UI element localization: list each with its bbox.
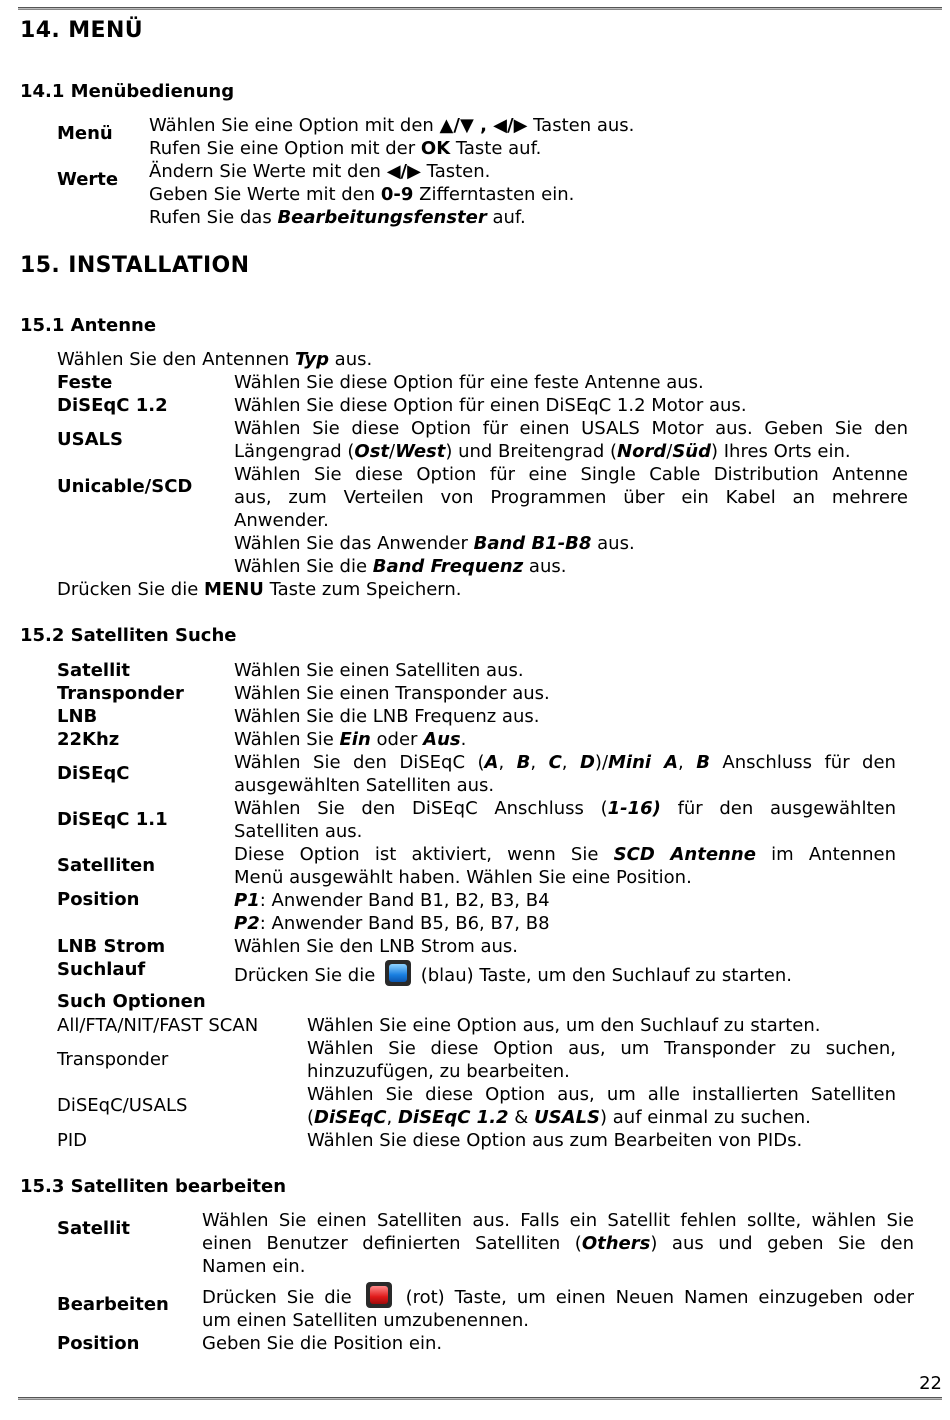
satelliten-label: Satelliten: [57, 855, 156, 876]
22khz-text: Wählen Sie Ein oder Aus.: [234, 729, 467, 750]
section-15-2-title: 15.2 Satelliten Suche: [20, 625, 237, 646]
unicable-text: Wählen Sie diese Option für eine Single Cable Distribution Antenne aus, zum Verteilen von Programmen über ein Kabel an mehrere Anwender. Wählen Sie das Anwender Band B1-B8 aus. Wählen Sie die Band Frequenz aus.: [234, 464, 908, 577]
satelliten-position-text: Diese Option ist aktiviert, wenn Sie SCD Antenne im Antennen Menü ausgewählt haben. Wählen Sie eine Position. P1: Anwender Band B1, B2, B3, B4 P2: Anwender Band B5, B6, B7, B8: [234, 844, 896, 934]
unicable-label: Unicable/SCD: [57, 476, 193, 497]
satellit-text: Wählen Sie einen Satelliten aus.: [234, 660, 524, 681]
option-pid-label: PID: [57, 1130, 88, 1151]
transponder-label: Transponder: [57, 683, 184, 704]
section-15-title: 15. INSTALLATION: [20, 253, 250, 278]
diseqc11-label: DiSEqC 1.1: [57, 809, 168, 830]
option-transponder-label: Transponder: [57, 1049, 169, 1070]
bottom-rule: [18, 1397, 942, 1400]
diseqc-text: Wählen Sie den DiSEqC (A, B, C, D)/Mini A, B Anschluss für den ausgewählten Satelliten aus.: [234, 752, 896, 796]
menu-line-3: Ändern Sie Werte mit den ◀/▶ Tasten.: [149, 161, 491, 182]
satellit-label: Satellit: [57, 660, 131, 681]
usals-text: Wählen Sie diese Option für einen USALS Motor aus. Geben Sie den Längengrad (Ost/West) und Breitengrad (Nord/Süd) Ihres Orts ein.: [234, 418, 908, 462]
lnb-strom-label: LNB Strom: [57, 936, 166, 957]
22khz-label: 22Khz: [57, 729, 120, 750]
menu-line-5: Rufen Sie das Bearbeitungsfenster auf.: [149, 207, 526, 228]
option-diseqc-usals-text: Wählen Sie diese Option aus, um alle installierten Satelliten (DiSEqC, DiSEqC 1.2 & USALS) auf einmal zu suchen.: [307, 1084, 896, 1128]
option-transponder-text: Wählen Sie diese Option aus, um Transponder zu suchen, hinzuzufügen, zu bearbeiten.: [307, 1038, 896, 1082]
diseqc-label: DiSEqC: [57, 763, 130, 784]
feste-text: Wählen Sie diese Option für eine feste Antenne aus.: [234, 372, 704, 393]
edit-position-label: Position: [57, 1333, 140, 1354]
transponder-text: Wählen Sie einen Transponder aus.: [234, 683, 550, 704]
suchlauf-label: Suchlauf: [57, 959, 146, 980]
usals-label: USALS: [57, 429, 123, 450]
top-rule: [18, 7, 942, 10]
edit-satellit-label: Satellit: [57, 1218, 131, 1239]
lnb-text: Wählen Sie die LNB Frequenz aus.: [234, 706, 540, 727]
werte-label: Werte: [57, 169, 119, 190]
section-14-title: 14. MENÜ: [20, 18, 144, 43]
menu-line-2: Rufen Sie eine Option mit der OK Taste auf.: [149, 138, 542, 159]
menu-line-4: Geben Sie Werte mit den 0-9 Zifferntasten ein.: [149, 184, 575, 205]
section-15-1-title: 15.1 Antenne: [20, 315, 157, 336]
save-instruction: Drücken Sie die MENU Taste zum Speichern.: [57, 579, 462, 600]
menu-label: Menü: [57, 123, 113, 144]
lnb-strom-text: Wählen Sie den LNB Strom aus.: [234, 936, 519, 957]
edit-position-text: Geben Sie die Position ein.: [202, 1333, 443, 1354]
feste-label: Feste: [57, 372, 113, 393]
option-all-text: Wählen Sie eine Option aus, um den Suchlauf zu starten.: [307, 1015, 821, 1036]
antenna-intro: Wählen Sie den Antennen Typ aus.: [57, 349, 373, 370]
edit-bearbeiten-label: Bearbeiten: [57, 1294, 169, 1315]
suchlauf-text: Drücken Sie die (blau) Taste, um den Suchlauf zu starten.: [234, 960, 792, 991]
section-15-3-title: 15.3 Satelliten bearbeiten: [20, 1176, 287, 1197]
position-label: Position: [57, 889, 140, 910]
red-key-icon: [366, 1282, 392, 1308]
option-all-label: All/FTA/NIT/FAST SCAN: [57, 1015, 259, 1036]
blue-key-icon: [385, 960, 411, 986]
lnb-label: LNB: [57, 706, 98, 727]
edit-satellit-text: Wählen Sie einen Satelliten aus. Falls ein Satellit fehlen sollte, wählen Sie einen Benutzer definierten Satelliten (Others) aus und geben Sie den Namen ein.: [202, 1210, 914, 1277]
diseqc11-text: Wählen Sie den DiSEqC Anschluss (1-16) für den ausgewählten Satelliten aus.: [234, 798, 896, 842]
menu-line-1: Wählen Sie eine Option mit den ▲/▼ , ◀/▶ Tasten aus.: [149, 115, 635, 136]
such-optionen-label: Such Optionen: [57, 991, 206, 1012]
option-diseqc-usals-label: DiSEqC/USALS: [57, 1095, 188, 1116]
diseqc12-label: DiSEqC 1.2: [57, 395, 168, 416]
section-14-1-title: 14.1 Menübedienung: [20, 81, 235, 102]
edit-bearbeiten-text: Drücken Sie die (rot) Taste, um einen Neuen Namen einzugeben oder um einen Satelliten umzubenennen.: [202, 1282, 914, 1332]
page-number: 22: [919, 1373, 942, 1394]
option-pid-text: Wählen Sie diese Option aus zum Bearbeiten von PIDs.: [307, 1130, 803, 1151]
diseqc12-text: Wählen Sie diese Option für einen DiSEqC 1.2 Motor aus.: [234, 395, 747, 416]
